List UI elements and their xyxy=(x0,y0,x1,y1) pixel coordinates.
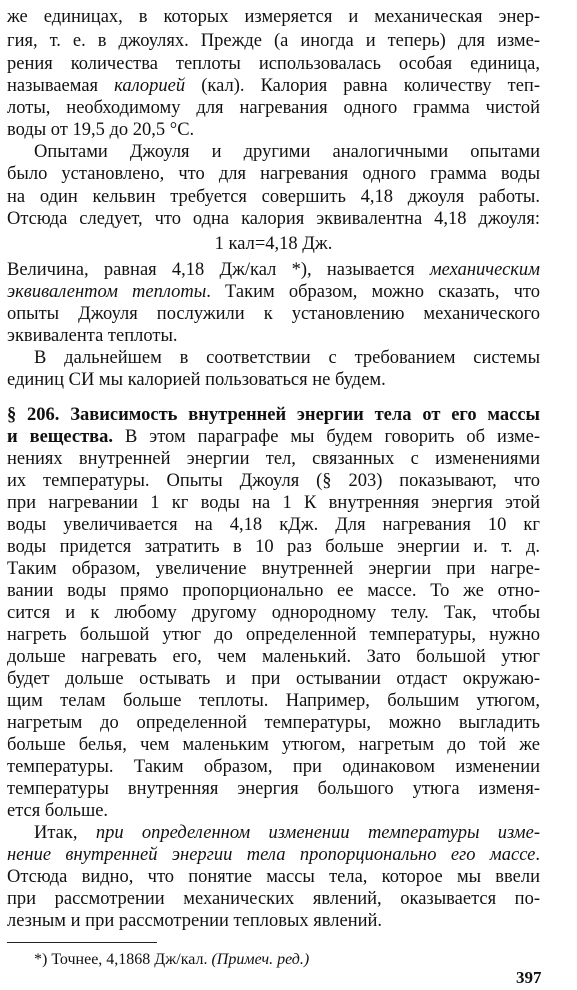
text-line: при нагревании 1 кг воды на 1 К внутренняя энергия этой xyxy=(7,493,540,513)
text-line: Таким образом, увеличение внутренней энергии при нагре- xyxy=(7,559,540,579)
text-line: больше белья, чем маленьким утюгом, нагретым до той же xyxy=(7,735,540,755)
text-line: рения количества теплоты использовалась особая единица, xyxy=(7,54,540,74)
text-line: дольше нагревать его, чем маленький. Зато большой утюг xyxy=(7,647,540,667)
text-line: называемая калорией (кал). Калория равна количеству теп- xyxy=(7,76,540,96)
editor-note: (Примеч. ред.) xyxy=(211,951,310,968)
text-line: и вещества. В этом параграфе мы будем говорить об изме- xyxy=(7,427,540,447)
text-line: температуры. Таким образом, при одинаковом изменении xyxy=(7,757,540,777)
formula: 1 кал=4,18 Дж. xyxy=(214,234,333,254)
text-line: воды придется затратить в 10 раз больше энергии и. т. д. xyxy=(7,537,540,557)
text-line: эквивалента теплоты. xyxy=(7,326,178,346)
text-line: гия, т. е. в джоулях. Прежде (а иногда и теперь) для изме- xyxy=(7,31,540,51)
text-line: Отсюда следует, что одна калория эквивалентна 4,18 джоуля: xyxy=(7,209,540,229)
section-title: § 206. Зависимость внутренней энергии тела от его массы xyxy=(7,405,540,425)
emphasis: при определенном изменении температуры изме- xyxy=(95,823,540,843)
text-line: будет дольше остывать и при остывании отдаст окружаю- xyxy=(7,669,540,689)
emphasis: калорией xyxy=(114,76,186,96)
text-line: на один кельвин требуется совершить 4,18 джоуля работы. xyxy=(7,187,540,207)
text-line: нение внутренней энергии тела пропорционально его массе. xyxy=(7,845,540,865)
text-line: их температуры. Опыты Джоуля (§ 203) показывают, что xyxy=(7,471,540,491)
page-number: 397 xyxy=(516,968,542,987)
text-line: щим телам больше теплоты. Например, большим утюгом, xyxy=(7,691,540,711)
text-line: воды увеличивается на 4,18 кДж. Для нагревания 10 кг xyxy=(7,515,540,535)
text-line: же единицах, в которых измеряется и механическая энер- xyxy=(7,7,540,27)
footnote-divider xyxy=(7,942,157,943)
emphasis: механическим xyxy=(429,260,540,280)
text-line: вании воды прямо пропорционально ее массе. То же отно- xyxy=(7,581,540,601)
footnote: *) Точнее, 4,1868 Дж/кал. (Примеч. ред.) xyxy=(34,951,310,968)
emphasis: нение внутренней энергии тела пропорционально его массе xyxy=(7,845,536,865)
text-line: нениях внутренней энергии тел, связанных с изменениями xyxy=(7,449,540,469)
text-line: Итак, при определенном изменении температуры изме- xyxy=(34,823,540,843)
text-line: Опытами Джоуля и другими аналогичными опытами xyxy=(34,142,540,162)
section-heading xyxy=(7,404,540,426)
text-line: эквивалентом теплоты. Таким образом, можно сказать, что xyxy=(7,282,540,302)
text-line: лоты, необходимому для нагревания одного грамма чистой xyxy=(7,98,540,118)
text-line: опыты Джоуля послужили к установлению механического xyxy=(7,304,540,324)
text-line: ется больше. xyxy=(7,801,109,821)
text-line: Величина, равная 4,18 Дж/кал *), называется механическим xyxy=(7,260,540,280)
text-line: нагреть большой утюг до определенной температуры, нужно xyxy=(7,625,540,645)
text-line: при рассмотрении механических явлений, оказывается по- xyxy=(7,889,540,909)
emphasis: эквивалентом теплоты xyxy=(7,282,207,302)
text-line: В дальнейшем в соответствии с требованием системы xyxy=(34,348,540,368)
text-line: было установлено, что для нагревания одного грамма воды xyxy=(7,164,540,184)
text-line: Отсюда видно, что понятие массы тела, которое мы ввели xyxy=(7,867,540,887)
text-line: нагретым до определенной температуры, можно выгладить xyxy=(7,713,540,733)
text-line: воды от 19,5 до 20,5 °С. xyxy=(7,120,195,140)
text-line: единиц СИ мы калорией пользоваться не будем. xyxy=(7,370,386,390)
section-title-end: и вещества. xyxy=(7,427,114,447)
text-line: лезным и при рассмотрении тепловых явлений. xyxy=(7,911,383,931)
text-line: сится и к любому другому однородному телу. Так, чтобы xyxy=(7,603,540,623)
text-line: температуры внутренняя энергия большого утюга изменя- xyxy=(7,779,540,799)
